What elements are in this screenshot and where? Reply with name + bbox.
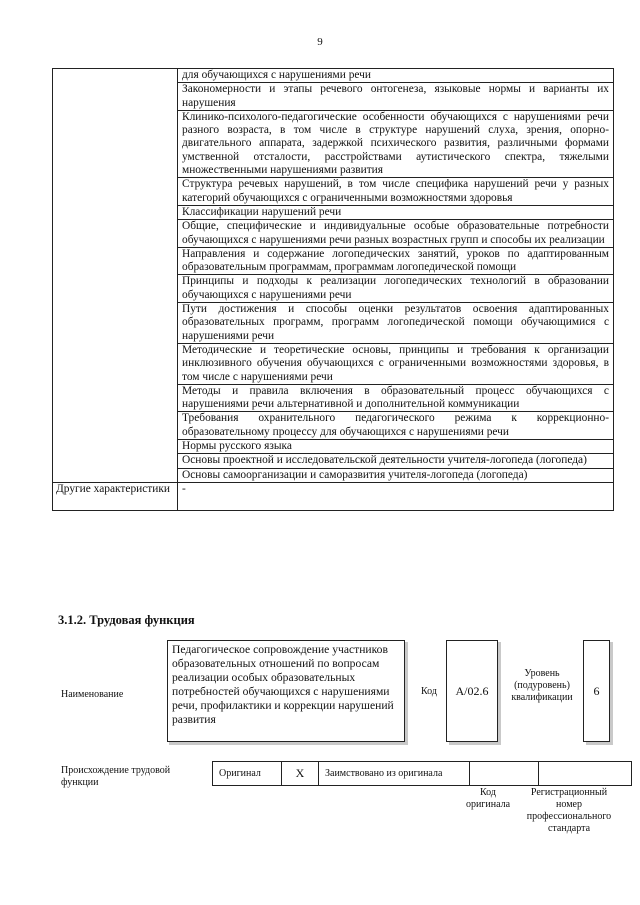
registration-number-cell — [539, 762, 632, 786]
section-title: 3.1.2. Трудовая функция — [58, 613, 195, 627]
requirement-row — [53, 69, 614, 83]
original-mark: X — [282, 762, 319, 786]
code-label: Код — [421, 686, 437, 697]
page-number: 9 — [317, 36, 323, 48]
original-code-cell — [470, 762, 539, 786]
function-name-box: Педагогическое сопровождение участников образовательных отношений по вопросам реализации особых образовательных потребностей обучающихся с нарушениями речи, профилактики и коррекции нарушений развития — [167, 640, 405, 742]
reg-caption: Регистрационный номер профессионального стандарта — [526, 787, 612, 834]
origin-label: Происхождение трудовой функции — [61, 765, 171, 788]
requirement-item: Пути достижения и способы оценки результатов освоения адаптированных образовательных программ, программ логопедической помощи обучающимися с нарушениями речи — [178, 303, 614, 344]
requirements-table — [52, 68, 614, 511]
original-cell: Оригинал — [213, 762, 282, 786]
code-value-box: A/02.6 — [446, 640, 498, 742]
requirement-item: Классификации нарушений речи — [178, 205, 614, 219]
requirement-item: Общие, специфические и индивидуальные особые образовательные потребности обучающихся с нарушениями речи разных возрастных групп и способы их реализации — [178, 220, 614, 248]
requirement-item: Принципы и подходы к реализации логопедических технологий в образовании обучающихся с нарушениями речи — [178, 275, 614, 303]
requirement-item: Нормы русского языка — [178, 440, 614, 454]
name-label: Наименование — [61, 689, 124, 700]
requirement-item: Закономерности и этапы речевого онтогенеза, языковые нормы и варианты их нарушения — [178, 83, 614, 111]
requirement-item: Основы самоорганизации и саморазвития учителя-логопеда (логопеда) — [178, 468, 614, 482]
requirement-item: Методы и правила включения в образовательный процесс обучающихся с нарушениями речи альтернативной и дополнительной коммуникации — [178, 384, 614, 412]
requirement-item: для обучающихся с нарушениями речи — [178, 69, 614, 83]
origin-table — [212, 761, 632, 786]
requirement-item: Методические и теоретические основы, принципы и требования к организации инклюзивного обучения обучающихся с ограниченными возможностями здоровья, в том числе с нарушениями речи — [178, 343, 614, 384]
requirement-item: Клинико-психолого-педагогические особенности обучающихся с нарушениями речи разного возраста, в том числе в структуре нарушений слуха, зрения, опорно-двигательного аппарата, задержкой психического развития, различными формами умственной отсталости, расстройствами аутистического спектра, тяжелыми множественными нарушениями развития — [178, 110, 614, 177]
level-value-box: 6 — [583, 640, 610, 742]
requirements-label-cell — [53, 69, 178, 483]
other-characteristics-label: Другие характеристики — [53, 482, 178, 510]
requirement-item: Основы проектной и исследовательской деятельности учителя-логопеда (логопеда) — [178, 454, 614, 468]
code-caption: Код оригинала — [465, 787, 511, 810]
requirement-item: Структура речевых нарушений, в том числе специфика нарушений речи у разных категорий обучающихся с ограниченными возможностями здоровья — [178, 178, 614, 206]
requirement-item: Направления и содержание логопедических занятий, уроков по адаптированным образовательным программам, программам логопедической помощи — [178, 247, 614, 275]
borrowed-cell: Заимствовано из оригинала — [319, 762, 470, 786]
other-characteristics-row — [53, 482, 614, 510]
requirement-item: Требования охранительного педагогического режима к коррекционно-образовательному процессу для обучающихся с нарушениями речи — [178, 412, 614, 440]
level-label: Уровень (подуровень) квалификации — [511, 668, 573, 703]
other-characteristics-value: - — [178, 482, 614, 510]
